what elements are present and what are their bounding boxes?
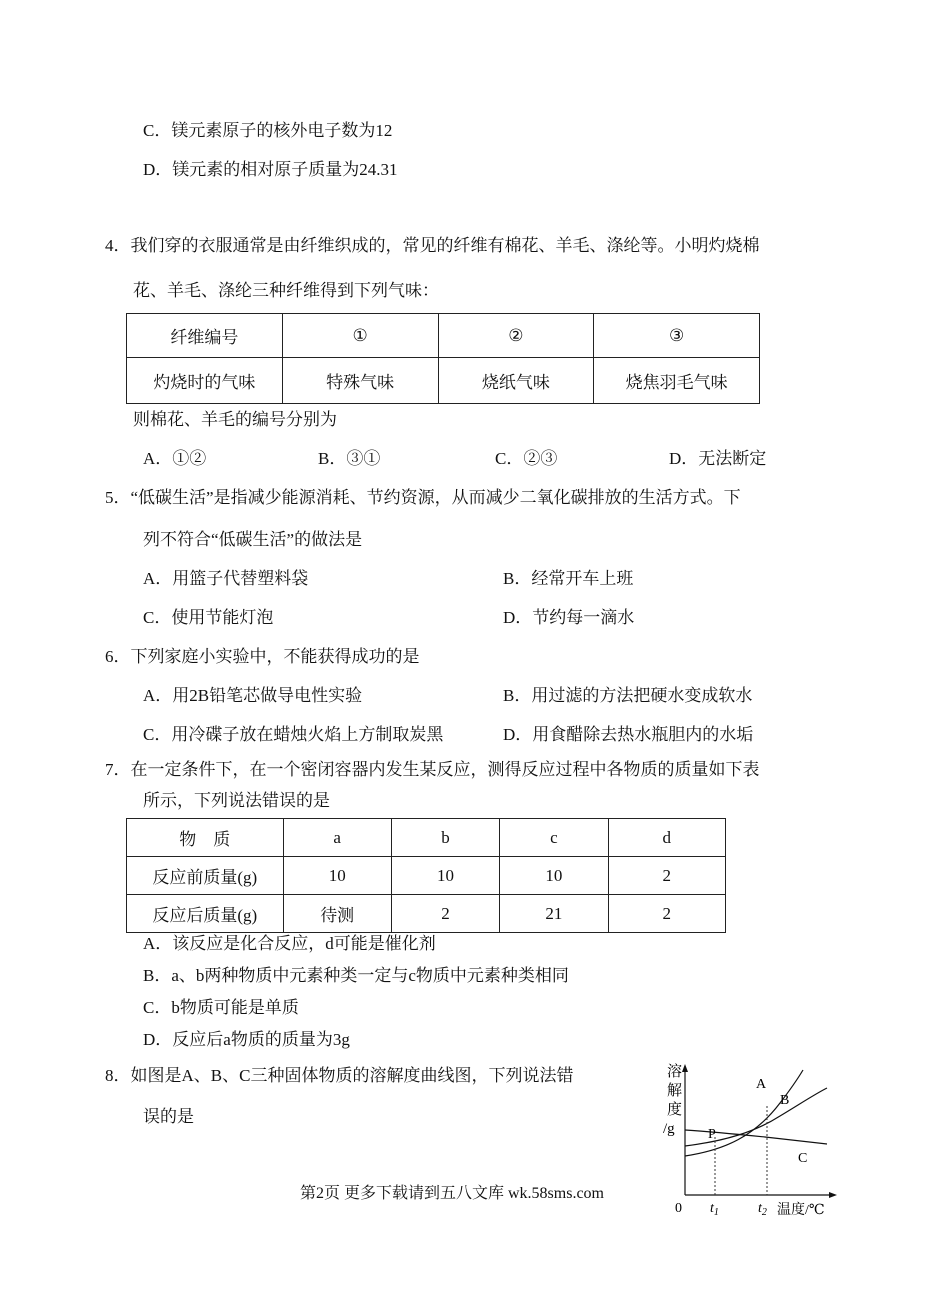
q7-cell: 物 质 [127, 819, 284, 857]
q6-option-a: A．用2B铅笔芯做导电性实验 [143, 686, 363, 705]
q7-option-a: A．该反应是化合反应，d可能是催化剂 [143, 934, 436, 953]
q7-cell: 2 [391, 895, 499, 933]
q4-stem-line2: 花、羊毛、涤纶三种纤维得到下列气味： [133, 281, 439, 300]
page-footer: 第2页 更多下载请到五八文库 wk.58sms.com [300, 1185, 605, 1202]
y-axis-label-char: 溶 [667, 1064, 683, 1080]
curve-a-label: A [756, 1077, 767, 1092]
q7-cell: c [500, 819, 608, 857]
q4-option-c: C．②③ [495, 449, 558, 468]
point-p-label: P [708, 1127, 716, 1142]
curve-c-label: C [798, 1151, 808, 1166]
q6-stem: 6．下列家庭小实验中，不能获得成功的是 [105, 647, 420, 666]
y-axis-label-char: 解 [667, 1083, 683, 1099]
t2-main: t [758, 1201, 762, 1216]
y-axis-arrow-icon [682, 1064, 688, 1072]
q7-cell: 10 [283, 857, 391, 895]
q5-option-b: B．经常开车上班 [503, 569, 634, 588]
q6-option-d: D．用食醋除去热水瓶胆内的水垢 [503, 725, 754, 744]
y-axis-label-char: 度 [667, 1102, 683, 1118]
q4-cell: 纤维编号 [127, 314, 283, 358]
curve-b [685, 1088, 827, 1146]
q5-option-a: A．用篮子代替塑料袋 [143, 569, 309, 588]
t2-label [758, 1201, 767, 1218]
q5-stem-line1: 5．“低碳生活”是指减少能源消耗、节约资源，从而减少二氧化碳排放的生活方式。下 [105, 488, 741, 507]
q7-cell: 10 [391, 857, 499, 895]
t1-main: t [710, 1201, 714, 1216]
q7-option-c: C．b物质可能是单质 [143, 998, 299, 1017]
q4-question: 则棉花、羊毛的编号分别为 [133, 410, 337, 429]
x-axis-label: 温度/℃ [777, 1203, 825, 1218]
q7-cell: 10 [500, 857, 608, 895]
t1-subscript: 1 [713, 1207, 719, 1218]
q6-option-c: C．用冷碟子放在蜡烛火焰上方制取炭黑 [143, 725, 444, 744]
q7-option-b: B．a、b两种物质中元素种类一定与c物质中元素种类相同 [143, 966, 569, 985]
q4-cell: ① [282, 314, 438, 358]
curve-c [685, 1130, 827, 1144]
q7-cell: 待测 [283, 895, 391, 933]
q4-cell: ③ [594, 314, 760, 358]
q7-cell: 2 [608, 857, 725, 895]
q7-option-d: D．反应后a物质的质量为3g [143, 1030, 350, 1049]
q7-stem-line2: 所示，下列说法错误的是 [143, 791, 330, 810]
q5-option-d: D．节约每一滴水 [503, 608, 635, 627]
q4-cell: ② [438, 314, 594, 358]
q4-stem-line1: 4．我们穿的衣服通常是由纤维织成的，常见的纤维有棉花、羊毛、涤纶等。小明灼烧棉 [105, 236, 760, 255]
t1-label [710, 1201, 719, 1218]
q7-stem-line1: 7．在一定条件下，在一个密闭容器内发生某反应，测得反应过程中各物质的质量如下表 [105, 760, 760, 779]
solubility-curve-chart [655, 1058, 845, 1223]
q4-cell: 特殊气味 [282, 358, 438, 404]
origin-label: 0 [675, 1201, 682, 1216]
q3-option-c: C．镁元素原子的核外电子数为12 [143, 121, 393, 140]
q5-stem-line2: 列不符合“低碳生活”的做法是 [143, 530, 363, 549]
q7-cell: 反应前质量(g) [127, 857, 284, 895]
q4-cell: 烧焦羽毛气味 [594, 358, 760, 404]
q3-option-d: D．镁元素的相对原子质量为24.31 [143, 160, 398, 179]
q4-cell: 烧纸气味 [438, 358, 594, 404]
q8-stem-line1: 8．如图是A、B、C三种固体物质的溶解度曲线图，下列说法错 [105, 1066, 574, 1085]
y-axis-label-char: /g [663, 1121, 675, 1137]
q4-cell: 灼烧时的气味 [127, 358, 283, 404]
q6-option-b: B．用过滤的方法把硬水变成软水 [503, 686, 753, 705]
t2-subscript: 2 [761, 1207, 767, 1218]
q4-fiber-table [126, 313, 760, 404]
q7-cell: b [391, 819, 499, 857]
q7-cell: a [283, 819, 391, 857]
q7-cell: 21 [500, 895, 608, 933]
q7-cell: 反应后质量(g) [127, 895, 284, 933]
x-axis-arrow-icon [829, 1192, 837, 1198]
curve-b-label: B [780, 1093, 790, 1108]
q5-option-c: C．使用节能灯泡 [143, 608, 274, 627]
q7-cell: d [608, 819, 725, 857]
q4-option-d: D．无法断定 [669, 449, 767, 468]
q4-option-a: A．①② [143, 449, 207, 468]
q4-option-b: B．③① [318, 449, 381, 468]
q8-stem-line2: 误的是 [143, 1107, 194, 1126]
q7-cell: 2 [608, 895, 725, 933]
q7-mass-table [126, 818, 726, 933]
